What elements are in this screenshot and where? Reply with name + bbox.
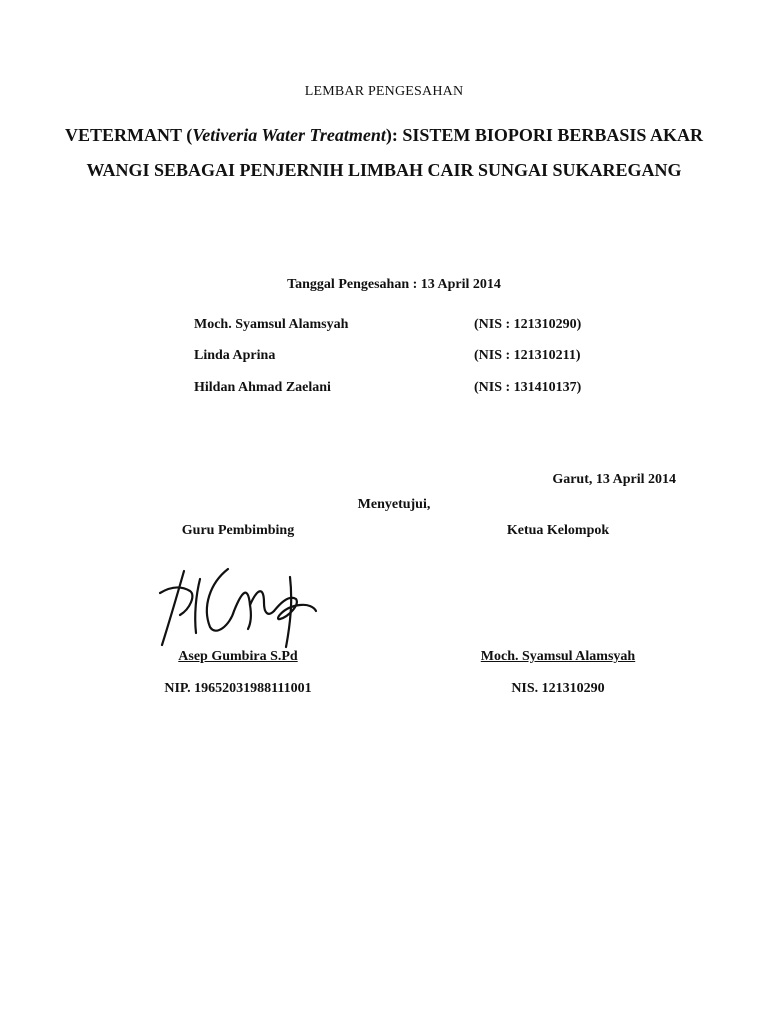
advisor-id: NIP. 19652031988111001 (164, 681, 312, 696)
advisor-role: Guru Pembimbing (181, 523, 295, 538)
member-name: Hildan Ahmad Zaelani (194, 380, 331, 395)
title-prefix: VETERMANT ( (65, 125, 193, 145)
member-nis: (NIS : 121310211) (474, 348, 581, 363)
title-italic-term: Vetiveria Water Treatment (192, 125, 386, 145)
member-nis: (NIS : 131410137) (474, 380, 582, 395)
document-title (60, 118, 708, 188)
title-suffix: ): SISTEM BIOPORI BERBASIS AKAR WANGI SEBAGAI PENJERNIH LIMBAH CAIR SUNGAI SUKAREGANG (86, 125, 703, 180)
approval-label: Menyetujui, (357, 497, 431, 512)
member-nis: (NIS : 121310290) (474, 317, 582, 332)
member-row (194, 317, 614, 337)
member-row (194, 348, 614, 368)
member-name: Moch. Syamsul Alamsyah (194, 317, 349, 332)
leader-id: NIS. 121310290 (511, 681, 605, 696)
page-heading: LEMBAR PENGESAHAN (304, 84, 464, 99)
leader-name: Moch. Syamsul Alamsyah (480, 649, 636, 664)
approval-date: Tanggal Pengesahan : 13 April 2014 (287, 277, 501, 292)
member-row (194, 380, 614, 400)
signature-icon (150, 555, 330, 655)
leader-role: Ketua Kelompok (506, 523, 610, 538)
advisor-name: Asep Gumbira S.Pd (178, 649, 298, 664)
member-name: Linda Aprina (194, 348, 276, 363)
place-and-date: Garut, 13 April 2014 (552, 472, 676, 487)
